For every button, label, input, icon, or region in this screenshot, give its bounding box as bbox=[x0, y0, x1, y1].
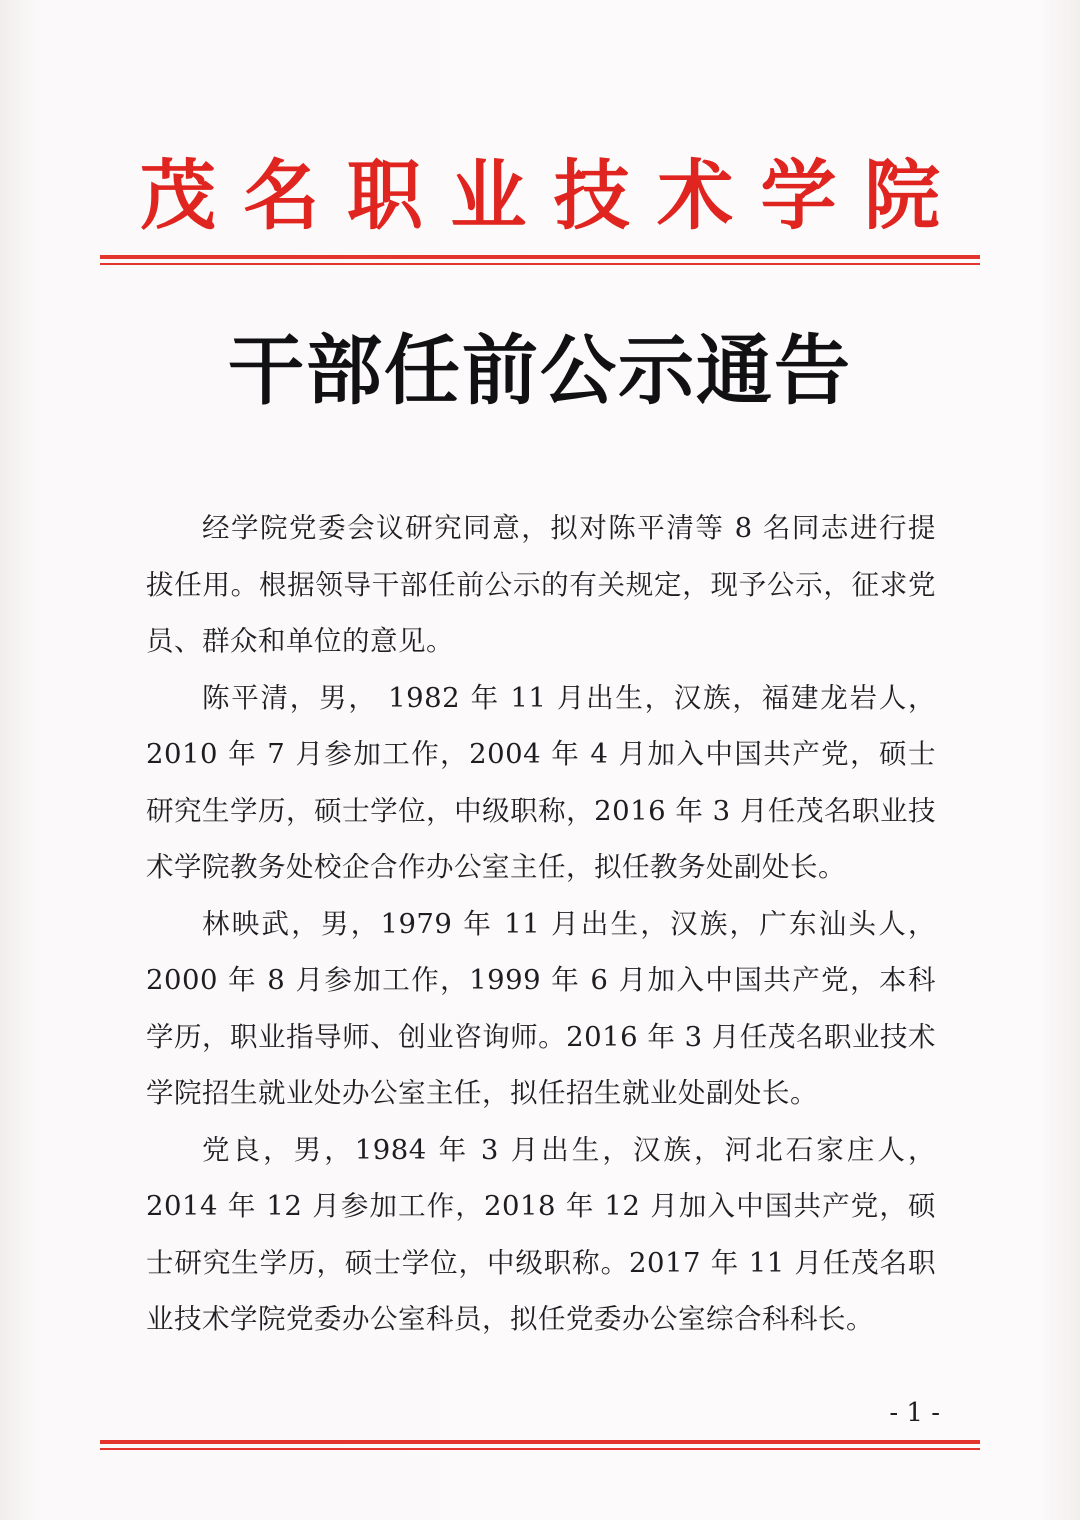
document-title: 干部任前公示通告 bbox=[228, 326, 852, 415]
letterhead-char: 名 bbox=[243, 151, 320, 240]
red-rule-thick-line bbox=[100, 255, 980, 259]
document-body bbox=[146, 500, 936, 1348]
letterhead-char: 业 bbox=[450, 151, 527, 240]
red-rule-thin-line bbox=[100, 1448, 980, 1450]
paragraph-intro: 经学院党委会议研究同意，拟对陈平清等 8 名同志进行提拔任用。根据领导干部任前公示的有关规定，现予公示，征求党员、群众和单位的意见。 bbox=[146, 512, 936, 657]
paragraph-candidate: 党良，男，1984 年 3 月出生，汉族，河北石家庄人，2014 年 12 月参加工作，2018 年 12 月加入中国共产党，硕士研究生学历，硕士学位，中级职称。2017 年 11 月任茂名职业技术学院党委办公室科员，拟任党委办公室综合科科长。 bbox=[146, 1133, 936, 1335]
paragraph-candidate: 陈平清，男， 1982 年 11 月出生，汉族，福建龙岩人，2010 年 7 月参加工作，2004 年 4 月加入中国共产党，硕士研究生学历，硕士学位，中级职称，2016 年 3 月任茂名职业技术学院教务处校企合作办公室主任，拟任教务处副处长。 bbox=[146, 681, 936, 883]
letterhead-char: 技 bbox=[553, 151, 630, 240]
letterhead-red-rule bbox=[100, 255, 980, 267]
red-rule-thin-line bbox=[100, 263, 980, 265]
letterhead-char: 茂 bbox=[140, 151, 216, 240]
letterhead-char: 院 bbox=[863, 151, 940, 240]
paragraph-candidate: 林映武，男，1979 年 11 月出生，汉族，广东汕头人，2000 年 8 月参加工作，1999 年 6 月加入中国共产党，本科学历，职业指导师、创业咨询师。2016 年 3 月任茂名职业技术学院招生就业处办公室主任，拟任招生就业处副处长。 bbox=[146, 907, 936, 1109]
footer-red-rule bbox=[100, 1440, 980, 1452]
letterhead-char: 职 bbox=[346, 151, 423, 240]
red-rule-thick-line bbox=[100, 1440, 980, 1444]
letterhead bbox=[140, 148, 940, 244]
letterhead-char: 术 bbox=[657, 151, 734, 240]
letterhead-char: 学 bbox=[760, 151, 837, 240]
page-number: - 1 - bbox=[889, 1398, 940, 1428]
